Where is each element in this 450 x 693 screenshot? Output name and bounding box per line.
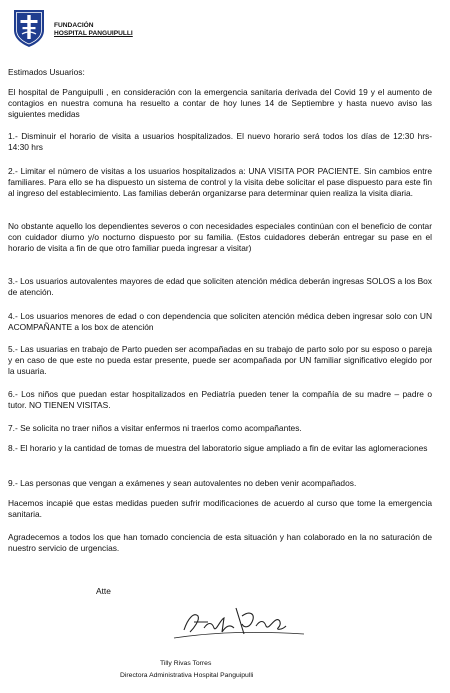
- org-line-1: FUNDACIÓN: [54, 22, 94, 29]
- closing: Atte: [96, 586, 111, 596]
- measure-6: 6.- Los niños que puedan estar hospitalizados en Pediatría pueden tener la compañía de su madre – padre o tutor. NO TIENEN VISITAS.: [8, 389, 432, 410]
- org-line-2: HOSPITAL PANGUIPULLI: [54, 30, 133, 37]
- measure-5: 5.- Las usuarias en trabajo de Parto pueden ser acompañadas en su trabajo de parto solo por su esposo o pareja y en caso de que este no pueda estar presente, puede ser acompañada por UN familiar significativo elegido por la usuaria.: [8, 344, 432, 376]
- measure-9: 9.- Las personas que vengan a exámenes y sean autovalentes no deben venir acompañados.: [8, 478, 357, 488]
- measure-2: 2.- Limitar el número de visitas a los usuarios hospitalizados a: UNA VISITA POR PACIENTE. Sin cambios entre familiares. Para ello se ha dispuesto un sistema de control y la visita debe solicitar el pase dispuesto para este fin al ingreso del establecimiento. Las familias deberán organizarse para determinar quien realiza la visita diaria.: [8, 166, 432, 198]
- intro-paragraph: El hospital de Panguipulli , en consideración con la emergencia sanitaria derivada del Covid 19 y el aumento de contagios en nuestra comuna ha resuelto a contar de hoy lunes 14 de Septiembre y hasta nuevo aviso las siguientes medidas: [8, 87, 432, 119]
- measure-4: 4.- Los usuarios menores de edad o con dependencia que soliciten atención médica deben ingresar solo con UN ACOMPAÑANTE a los box de atención: [8, 311, 432, 332]
- dependents-note: No obstante aquello los dependientes severos o con necesidades especiales continúan con el beneficio de contar con cuidador diurno y/o nocturno dispuesto por su familia. (Estos cuidadores deberán entregar su pase en el horario de visita a fin de que otro familiar pueda ingresar a visitar): [8, 221, 432, 253]
- signer-name: Tilly Rivas Torres: [160, 660, 212, 667]
- measure-7: 7.- Se solicita no traer niños a visitar enfermos ni traerlos como acompañantes.: [8, 423, 302, 433]
- measure-1: 1.- Disminuir el horario de visita a usuarios hospitalizados. El nuevo horario será todos los días de 12:30 hrs- 14:30 hrs: [8, 131, 432, 152]
- thanks-paragraph: Agradecemos a todos los que han tomado conciencia de esta situación y han colaborado en la no saturación de nuestro servicio de urgencias.: [8, 532, 432, 553]
- measure-8: 8.- El horario y la cantidad de tomas de muestra del laboratorio sigue ampliado a fin de evitar las aglomeraciones: [8, 443, 428, 453]
- organization-name: [54, 22, 133, 38]
- measure-3: 3.- Los usuarios autovalentes mayores de edad que soliciten atención médica deberán ingresas SOLOS a los Box de atención.: [8, 276, 432, 297]
- signer-title: Directora Administrativa Hospital Panguipulli: [120, 672, 254, 679]
- greeting: Estimados Usuarios:: [8, 67, 85, 77]
- handwritten-signature: [164, 598, 314, 648]
- hospital-crest-logo: [12, 8, 46, 48]
- emphasis-paragraph: Hacemos incapié que estas medidas pueden sufrir modificaciones de acuerdo al curso que tome la emergencia sanitaria.: [8, 498, 432, 519]
